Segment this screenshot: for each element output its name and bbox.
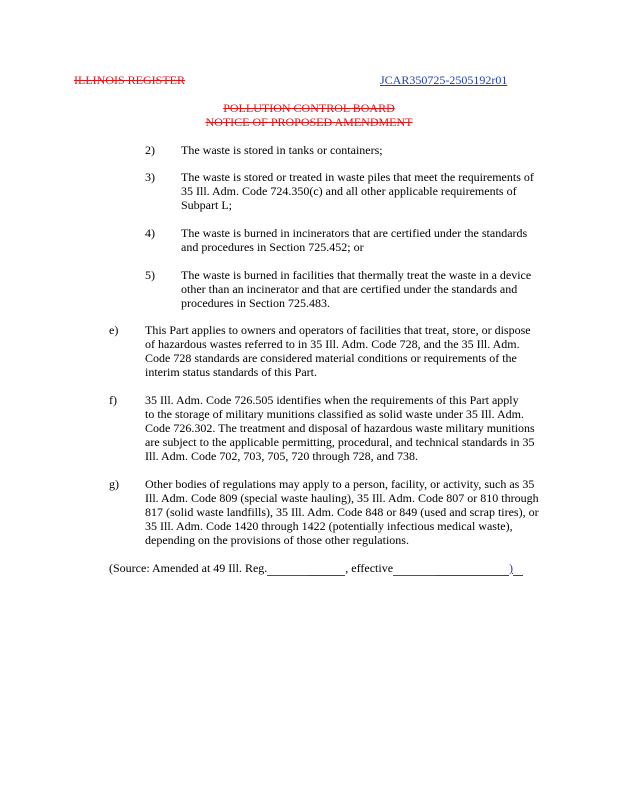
source-note bbox=[109, 561, 523, 576]
source-effective: , effective bbox=[345, 561, 394, 575]
effective-date-blank-inserted bbox=[437, 561, 509, 576]
subsection-text: This Part applies to owners and operators of facilities that treat, store, or dispose of hazardous wastes referred to in 35 Ill. Adm. Code 728, and the 35 Ill. Adm. Code 728 standards are considered material conditions or requirements of the interim status standards of this Part. bbox=[145, 323, 531, 379]
source-close: ) bbox=[509, 561, 514, 575]
source-trailing-underline bbox=[513, 561, 523, 576]
notice-title: NOTICE OF PROPOSED AMENDMENT bbox=[205, 115, 413, 129]
subsection-label: e) bbox=[109, 323, 119, 337]
effective-date-blank bbox=[393, 561, 437, 576]
item-text: The waste is stored or treated in waste piles that meet the requirements of 35 Ill. Adm. Code 724.350(c) and all other applicable requirements of Subpart L; bbox=[181, 170, 534, 212]
item-text: The waste is stored in tanks or containers; bbox=[181, 143, 383, 157]
subsection-label: g) bbox=[109, 477, 119, 491]
register-page-blank bbox=[267, 561, 309, 576]
item-label: 2) bbox=[145, 143, 155, 157]
item-label: 4) bbox=[145, 226, 155, 240]
item-label: 3) bbox=[145, 170, 155, 184]
subsection-label: f) bbox=[109, 393, 117, 407]
document-code: JCAR350725-2505192r01 bbox=[380, 73, 508, 87]
source-prefix: (Source: Amended at 49 Ill. Reg. bbox=[109, 561, 268, 575]
register-title: ILLINOIS REGISTER bbox=[74, 73, 185, 87]
item-label: 5) bbox=[145, 268, 155, 282]
register-page-blank-inserted bbox=[309, 561, 345, 576]
subsection-text: 35 Ill. Adm. Code 726.505 identifies when the requirements of this Part apply to the storage of military munitions classified as solid waste under 35 Ill. Adm. Code 726.302. The treatment and disposal of hazardous waste military munitions are subject to the applicable permitting, procedural, and technical standards in 35 Ill. Adm. Code 702, 703, 705, 720 through 728, and 738. bbox=[145, 393, 535, 463]
item-text: The waste is burned in incinerators that are certified under the standards and procedures in Section 725.452; or bbox=[181, 226, 528, 254]
item-text: The waste is burned in facilities that thermally treat the waste in a device other than an incinerator and that are certified under the standards and procedures in Section 725.483. bbox=[181, 268, 532, 310]
subsection-text: Other bodies of regulations may apply to a person, facility, or activity, such as 35 Ill. Adm. Code 809 (special waste hauling), 35 Ill. Adm. Code 807 or 810 through 817 (solid waste landfills), 35 Ill. Adm. Code 848 or 849 (used and scrap tires), or 35 Ill. Adm. Code 1420 through 1422 (potentially infectious medical waste), depending on the provisions of those other regulations. bbox=[145, 477, 539, 547]
board-name: POLLUTION CONTROL BOARD bbox=[223, 101, 395, 115]
